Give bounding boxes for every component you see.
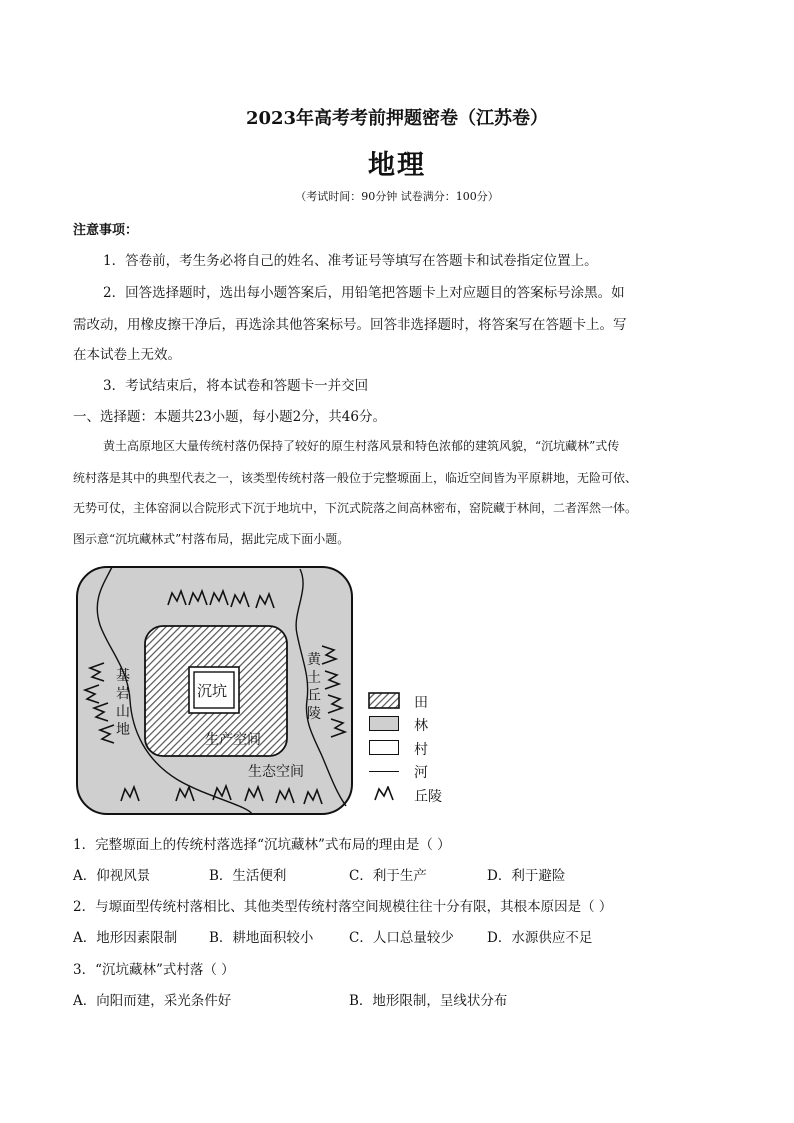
loess-char-3: 丘 <box>307 688 321 704</box>
passage-line-4: 图示意“沉坑藏林式”村落布局，据此完成下面小题。 <box>73 532 350 546</box>
bedrock-char-1: 基 <box>116 668 130 684</box>
legend-hill-icon <box>374 786 394 802</box>
exam-info: （考试时间：90分钟 试卷满分：100分） <box>295 190 499 203</box>
question-3-option-a: A．向阳而建，采光条件好 <box>73 993 232 1009</box>
ecology-space-label: 生态空间 <box>248 764 304 780</box>
legend-field-label: 田 <box>414 695 428 711</box>
notice-item-3: 3．考试结束后，将本试卷和答题卡一并交回 <box>103 378 369 394</box>
exam-title: 2023年高考考前押题密卷（江苏卷） <box>245 108 549 129</box>
notice-item-1: 1．答卷前，考生务必将自己的姓名、准考证号等填写在答题卡和试卷指定位置上。 <box>103 253 598 269</box>
legend-hill-label: 丘陵 <box>414 789 442 805</box>
question-1-option-c: C．利于生产 <box>349 868 427 884</box>
loess-char-1: 黄 <box>307 652 321 668</box>
bedrock-mountain-label <box>116 667 130 739</box>
bedrock-char-4: 地 <box>116 722 130 738</box>
question-1-option-a: A．仰视风景 <box>73 868 151 884</box>
legend-forest-swatch <box>369 716 399 731</box>
legend-river-line <box>369 771 399 772</box>
question-2-option-c: C．人口总量较少 <box>349 930 454 946</box>
question-2-option-d: D．水源供应不足 <box>487 930 593 946</box>
loess-char-2: 土 <box>307 670 321 686</box>
passage-line-1: 黄土高原地区大量传统村落仍保持了较好的原生村落风景和特色浓郁的建筑风貌，“沉坑藏林”式传 <box>103 439 620 453</box>
legend-river-label: 河 <box>414 765 428 781</box>
bedrock-char-3: 山 <box>116 704 130 720</box>
notice-item-2-line-1: 2．回答选择题时，选出每小题答案后，用铅笔把答题卡上对应题目的答案标号涂黑。如 <box>103 285 625 301</box>
question-2-option-b: B．耕地面积较小 <box>209 930 314 946</box>
loess-hill-label <box>307 651 321 723</box>
passage-line-3: 无势可仗，主体窑洞以合院形式下沉于地坑中，下沉式院落之间高林密布，窑院藏于林间，二者浑然一体。 <box>73 501 638 515</box>
legend-village-swatch <box>369 740 399 755</box>
question-1-option-b: B．生活便利 <box>209 868 287 884</box>
question-3-option-b: B．地形限制，呈线状分布 <box>349 993 508 1009</box>
sunken-pit-label: 沉坑 <box>197 682 228 700</box>
loess-char-4: 陵 <box>307 706 321 722</box>
question-2-option-a: A．地形因素限制 <box>73 930 178 946</box>
notice-item-2-line-2: 需改动，用橡皮擦干净后，再选涂其他答案标号。回答非选择题时，将答案写在答题卡上。写 <box>73 317 627 333</box>
production-space-label: 生产空间 <box>205 732 261 748</box>
question-3-stem: 3．“沉坑藏林”式村落（ ） <box>73 962 235 978</box>
section-1-heading: 一、选择题：本题共23小题，每小题2分，共46分。 <box>73 409 386 425</box>
question-2-stem: 2．与塬面型传统村落相比、其他类型传统村落空间规模往往十分有限，其根本原因是（ ） <box>73 899 613 915</box>
bedrock-char-2: 岩 <box>116 686 130 702</box>
notice-item-2-line-3: 在本试卷上无效。 <box>73 347 181 363</box>
notice-heading: 注意事项： <box>73 223 139 238</box>
question-1-option-d: D．利于避险 <box>487 868 566 884</box>
question-1-stem: 1．完整塬面上的传统村落选择“沉坑藏林”式布局的理由是（ ） <box>73 837 451 853</box>
passage-line-2: 统村落是其中的典型代表之一，该类型传统村落一般位于完整塬面上，临近空间皆为平原耕地，无险可依、 <box>73 471 638 485</box>
subject-title: 地理 <box>368 150 426 181</box>
legend-village-label: 村 <box>414 742 428 758</box>
legend-forest-label: 林 <box>414 718 428 734</box>
legend-field-swatch <box>368 692 400 709</box>
